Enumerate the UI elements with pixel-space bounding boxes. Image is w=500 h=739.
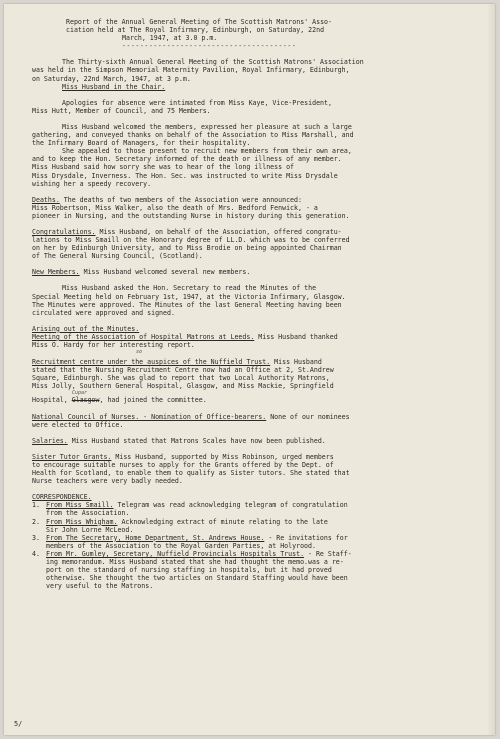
congratulations-heading: Congratulations. [32, 227, 96, 236]
leeds-meeting-heading: Meeting of the Association of Hospital Matrons at Leeds. [32, 332, 255, 341]
title-line-1: Report of the Annual General Meeting of The Scottish Matrons' Asso- [66, 18, 332, 26]
item-heading: From Miss Whigham. [46, 517, 118, 526]
correspondence-item [32, 501, 484, 517]
salaries-line: Miss Husband stated that Matrons Scales have now been published. [67, 436, 326, 445]
chair-heading: Miss Husband in the Chair. [62, 82, 166, 91]
page-edge-shadow [487, 4, 495, 735]
welcome-line: Miss Husband said how sorry she was to hear of the long illness of [32, 163, 295, 172]
salaries-heading: Salaries. [32, 436, 68, 445]
sister-tutor-paragraph [32, 453, 484, 485]
struck-word: Glasgow [71, 396, 100, 405]
report-title [66, 18, 484, 50]
item-text: ing memorandum. Miss Husband stated that she had thought the memo.was a re- [46, 557, 344, 566]
correspondence-item [32, 550, 484, 590]
apologies-paragraph [32, 99, 484, 115]
intro-line: on Saturday, 22nd March, 1947, at 3 p.m. [32, 74, 191, 83]
sister-tutor-heading: Sister Tutor Grants. [32, 452, 112, 461]
item-text: members of the Association to the Royal Garden Parties, at Holyrood. [46, 541, 316, 550]
welcome-line: gathering, and conveyed thanks on behalf of the Association to Miss Marshall, and [32, 131, 354, 140]
welcome-line: She appealed to those present to recruit new members from their own area, [62, 147, 352, 156]
welcome-paragraph [32, 123, 484, 188]
council-line: were elected to Office. [32, 420, 124, 429]
document-body [32, 18, 484, 590]
council-paragraph [32, 413, 484, 429]
item-text: Sir John Lorne McLeod. [46, 525, 134, 534]
item-number: 4. [32, 549, 40, 558]
minutes-line: Miss Husband asked the Hon. Secretary to read the Minutes of the [62, 284, 317, 293]
congratulations-line: Miss Husband, on behalf of the Association, offered congratu- [95, 227, 342, 236]
welcome-line: the Infirmary Board of Managers, for their hospitality. [32, 139, 251, 148]
recruitment-line: Miss Husband [270, 358, 322, 367]
minutes-line: Special Meeting held on February 1st, 1947, at the Victoria Infirmary, Glasgow. [32, 292, 346, 301]
sister-tutor-line: Health for Scotland, to enable them to qualify as Sister tutors. She stated that [32, 469, 350, 478]
apologies-line: Miss Hutt, Member of Council, and 75 Members. [32, 106, 211, 115]
congratulations-line: lations to Miss Smaill on the Honorary degree of LL.D. which was to be conferred [32, 236, 350, 245]
item-heading: From The Secretary, Home Department, St. Andrews House. [46, 533, 265, 542]
intro-line: The Thirty-sixth Annual General Meeting of the Scottish Matrons' Association [62, 58, 364, 67]
item-text: - Re Staff- [304, 549, 352, 558]
item-text: port on the standard of nursing staffing in hospitals, but it had proved [46, 566, 332, 575]
deaths-line: Miss Robertson, Miss Walker, also the death of Mrs. Bedford Fenwick, - a [32, 203, 318, 212]
new-members-heading: New Members. [32, 268, 80, 277]
deaths-line: The deaths of two members of the Association were announced: [59, 195, 302, 204]
handwritten-note: so [136, 349, 143, 356]
correspondence-section [32, 493, 484, 590]
sister-tutor-line: Miss Husband, supported by Miss Robinson, urged members [111, 452, 334, 461]
item-heading: From Miss Smaill. [46, 501, 114, 510]
item-text: from the Association. [46, 509, 130, 518]
welcome-line: wishing her a speedy recovery. [32, 179, 152, 188]
sister-tutor-line: to encourage suitable nurses to apply for the Grants offered by the Dept. of [32, 460, 334, 469]
recruitment-line: , had joined the committee. [99, 396, 207, 405]
item-text: very useful to the Matrons. [46, 582, 154, 591]
arising-line: Miss Husband thanked [254, 332, 338, 341]
welcome-line: and to keep the Hon. Secretary informed of the death or illness of any member. [32, 155, 342, 164]
item-text: Telegram was read acknowledging telegram of congratulation [113, 501, 348, 510]
congratulations-line: of The General Nursing Council, (Scotland). [32, 252, 203, 261]
congratulations-paragraph [32, 228, 484, 260]
page-mark: 5/ [14, 720, 23, 728]
arising-heading: Arising out of the Minutes. [32, 324, 140, 333]
item-text: - Re invitations for [264, 533, 348, 542]
welcome-line: Miss Drysdale, Inverness. The Hon. Sec. was instructed to write Miss Drysdale [32, 171, 338, 180]
new-members-line: Miss Husband welcomed several new members. [79, 268, 251, 277]
welcome-line: Miss Husband welcomed the members, expressed her pleasure at such a large [62, 122, 352, 131]
recruitment-line: Miss Jolly, Southern General Hospital, Glasgow, and Miss Mackie, Springfield [32, 382, 334, 391]
recruitment-heading: Recruitment centre under the auspices of the Nuffield Trust. [32, 358, 271, 367]
item-number: 2. [32, 517, 40, 526]
minutes-line: The Minutes were approved. The Minutes of the last General Meeting having been [32, 300, 342, 309]
sister-tutor-line: Nurse teachers were very badly needed. [32, 477, 183, 486]
deaths-heading: Deaths. [32, 195, 60, 204]
item-number: 1. [32, 501, 40, 510]
correspondence-item [32, 534, 484, 550]
recruitment-paragraph [32, 358, 484, 404]
minutes-line: circulated were approved and signed. [32, 308, 175, 317]
recruitment-line: stated that the Nursing Recruitment Centre now had an Office at 2, St.Andrew [32, 366, 334, 375]
council-heading: National Council of Nurses. - Nomination of Office-bearers. [32, 412, 267, 421]
deaths-line: pioneer in Nursing, and the outstanding Nurse in history during this generation. [32, 211, 350, 220]
arising-paragraph [32, 325, 484, 355]
council-line: None of our nominees [266, 412, 350, 421]
title-line-2: ciation held at The Royal Infirmary, Edinburgh, on Saturday, 22nd [66, 26, 325, 35]
intro-paragraph [32, 58, 484, 90]
intro-line: was held in the Simpson Memorial Maternity Pavilion, Royal Infirmary, Edinburgh, [32, 66, 350, 75]
handwritten-correction: Cupar [72, 390, 88, 397]
item-heading: From Mr. Gumley, Secretary, Nuffield Provincials Hospitals Trust. [46, 549, 305, 558]
title-rule: --------------------------------------- [122, 42, 297, 51]
arising-line: Miss O. Hardy for her interesting report. [32, 341, 195, 349]
correspondence-heading: CORRESPONDENCE. [32, 493, 92, 502]
recruitment-line: Square, Edinburgh. She was glad to report that two Local Authority Matrons, [32, 374, 330, 383]
minutes-paragraph [32, 284, 484, 316]
new-members-paragraph [32, 268, 484, 276]
item-number: 3. [32, 533, 40, 542]
salaries-paragraph [32, 437, 484, 445]
item-text: Acknowledging extract of minute relating to the late [117, 517, 328, 526]
title-line-3: March, 1947, at 3.0 p.m. [122, 34, 218, 43]
correspondence-item [32, 518, 484, 534]
document-page [4, 4, 495, 735]
deaths-paragraph [32, 196, 484, 220]
apologies-line: Apologies for absence were intimated from Miss Kaye, Vice-President, [62, 98, 332, 107]
item-text: otherwise. She thought the two articles on Standard Staffing would have been [46, 574, 348, 583]
congratulations-line: on her by Edinburgh University, and to Miss Brodie on being appointed Chairman [32, 244, 342, 253]
recruitment-line: Hospital, [32, 396, 72, 405]
